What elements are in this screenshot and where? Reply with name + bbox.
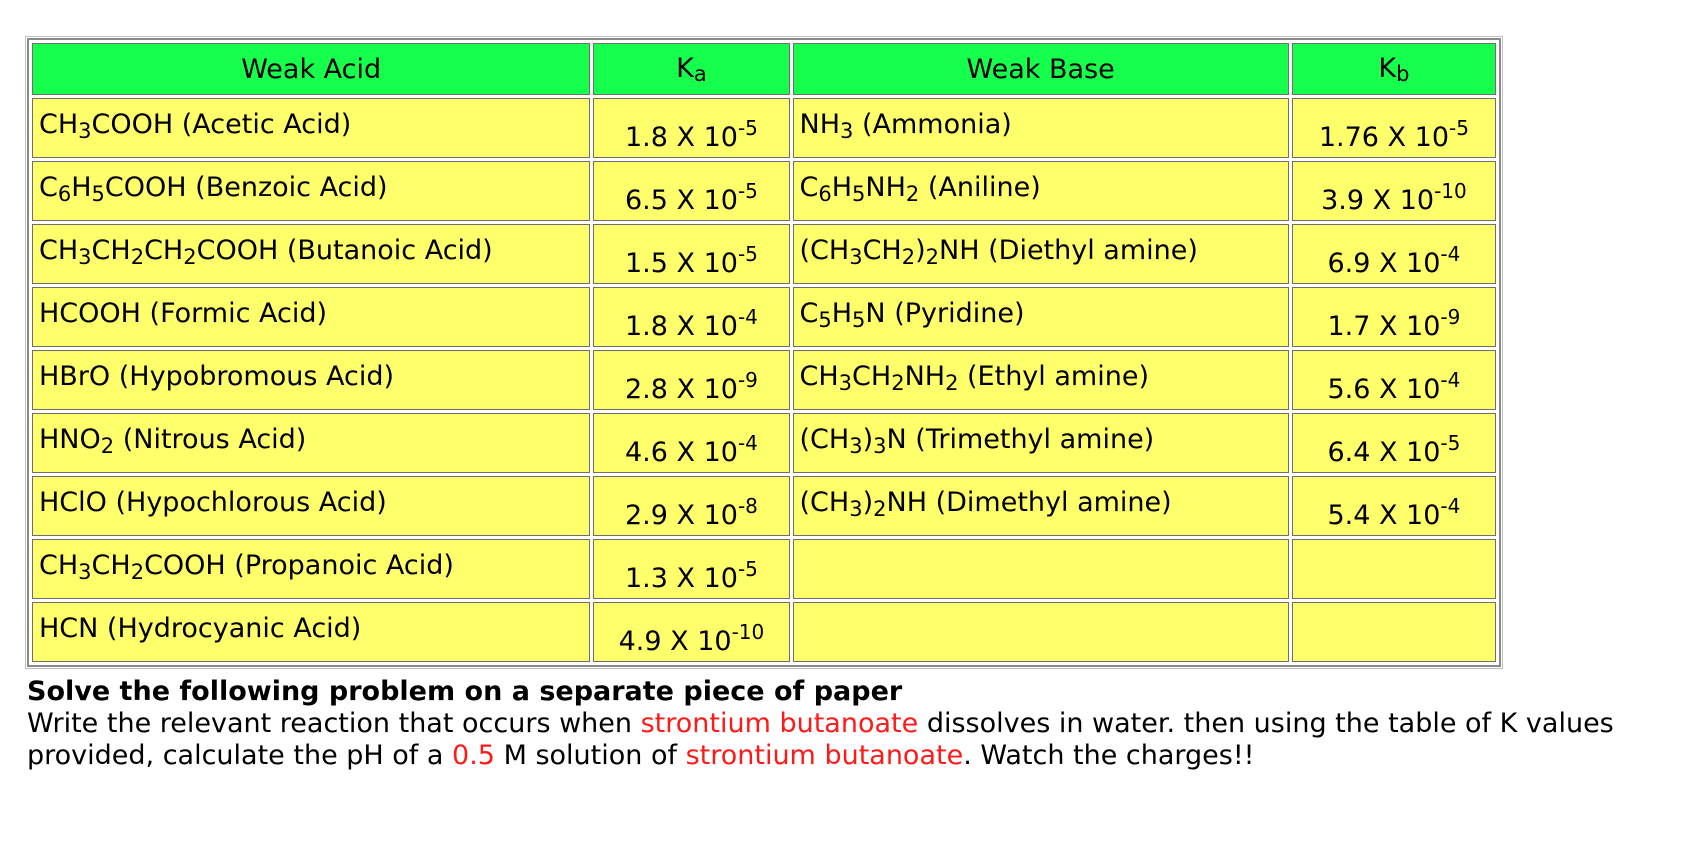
kb-value-cell: 5.4 X $10^{-4}$ <box>1292 476 1496 536</box>
header-ka: Ka <box>593 43 789 95</box>
base-name-cell: $C_5H_5N$ (Pyridine) <box>793 287 1289 347</box>
ka-value-cell: 6.5 X $10^{-5}$ <box>593 161 789 221</box>
ka-value-cell: 1.3 X $10^{-5}$ <box>593 539 789 599</box>
compound-highlight: strontium butanoate <box>640 708 919 739</box>
kb-value-cell: 6.4 X $10^{-5}$ <box>1292 413 1496 473</box>
kb-value-cell <box>1292 602 1496 662</box>
table-row <box>32 161 1496 221</box>
problem-text: Write the relevant reaction that occurs when strontium butanoate dissolves in water. then using the table of K values provided, calculate the pH of a 0.5 M solution of strontium butanoate. Watch the charges!! <box>27 708 1614 771</box>
kb-value-cell: 1.76 X $10^{-5}$ <box>1292 98 1496 158</box>
ka-value-cell: 1.8 X $10^{-5}$ <box>593 98 789 158</box>
table-row <box>32 539 1496 599</box>
table-row <box>32 476 1496 536</box>
problem-statement <box>27 676 1677 772</box>
table-row <box>32 287 1496 347</box>
kb-value-cell: 5.6 X $10^{-4}$ <box>1292 350 1496 410</box>
ka-value-cell: 4.9 X $10^{-10}$ <box>593 602 789 662</box>
base-name-cell: $NH_3$ (Ammonia) <box>793 98 1289 158</box>
table-row <box>32 224 1496 284</box>
acid-name-cell: HCN (Hydrocyanic Acid) <box>32 602 590 662</box>
table-row <box>32 98 1496 158</box>
base-name-cell <box>793 539 1289 599</box>
base-name-cell: $(CH_3)_3N$ (Trimethyl amine) <box>793 413 1289 473</box>
acid-name-cell: $CH_3CH_2CH_2COOH$ (Butanoic Acid) <box>32 224 590 284</box>
base-name-cell: $CH_3CH_2NH_2$ (Ethyl amine) <box>793 350 1289 410</box>
header-weak-acid: Weak Acid <box>32 43 590 95</box>
kb-value-cell: 3.9 X $10^{-10}$ <box>1292 161 1496 221</box>
table-row <box>32 413 1496 473</box>
ka-value-cell: 4.6 X $10^{-4}$ <box>593 413 789 473</box>
acid-name-cell: $C_6H_5COOH$ (Benzoic Acid) <box>32 161 590 221</box>
base-name-cell: $(CH_3)_2NH$ (Dimethyl amine) <box>793 476 1289 536</box>
acid-name-cell: $CH_3CH_2COOH$ (Propanoic Acid) <box>32 539 590 599</box>
kb-value-cell: 1.7 X $10^{-9}$ <box>1292 287 1496 347</box>
ka-value-cell: 1.8 X $10^{-4}$ <box>593 287 789 347</box>
acid-name-cell: $HNO_2$ (Nitrous Acid) <box>32 413 590 473</box>
base-name-cell: $(CH_3CH_2)_2NH$ (Diethyl amine) <box>793 224 1289 284</box>
table-body <box>32 98 1496 662</box>
acid-name-cell: HClO (Hypochlorous Acid) <box>32 476 590 536</box>
base-name-cell <box>793 602 1289 662</box>
acid-base-constants-table <box>27 38 1501 667</box>
table-header-row <box>32 43 1496 95</box>
table-row <box>32 602 1496 662</box>
compound-highlight: strontium butanoate <box>685 740 964 771</box>
kb-value-cell: 6.9 X $10^{-4}$ <box>1292 224 1496 284</box>
kb-value-cell <box>1292 539 1496 599</box>
ka-value-cell: 1.5 X $10^{-5}$ <box>593 224 789 284</box>
ka-value-cell: 2.8 X $10^{-9}$ <box>593 350 789 410</box>
acid-name-cell: HCOOH (Formic Acid) <box>32 287 590 347</box>
header-weak-base: Weak Base <box>793 43 1289 95</box>
acid-name-cell: HBrO (Hypobromous Acid) <box>32 350 590 410</box>
acid-name-cell: $CH_3COOH$ (Acetic Acid) <box>32 98 590 158</box>
base-name-cell: $C_6H_5NH_2$ (Aniline) <box>793 161 1289 221</box>
problem-heading: Solve the following problem on a separate piece of paper <box>27 676 903 707</box>
table-row <box>32 350 1496 410</box>
ka-value-cell: 2.9 X $10^{-8}$ <box>593 476 789 536</box>
header-kb: Kb <box>1292 43 1496 95</box>
concentration-highlight: 0.5 <box>452 740 495 771</box>
